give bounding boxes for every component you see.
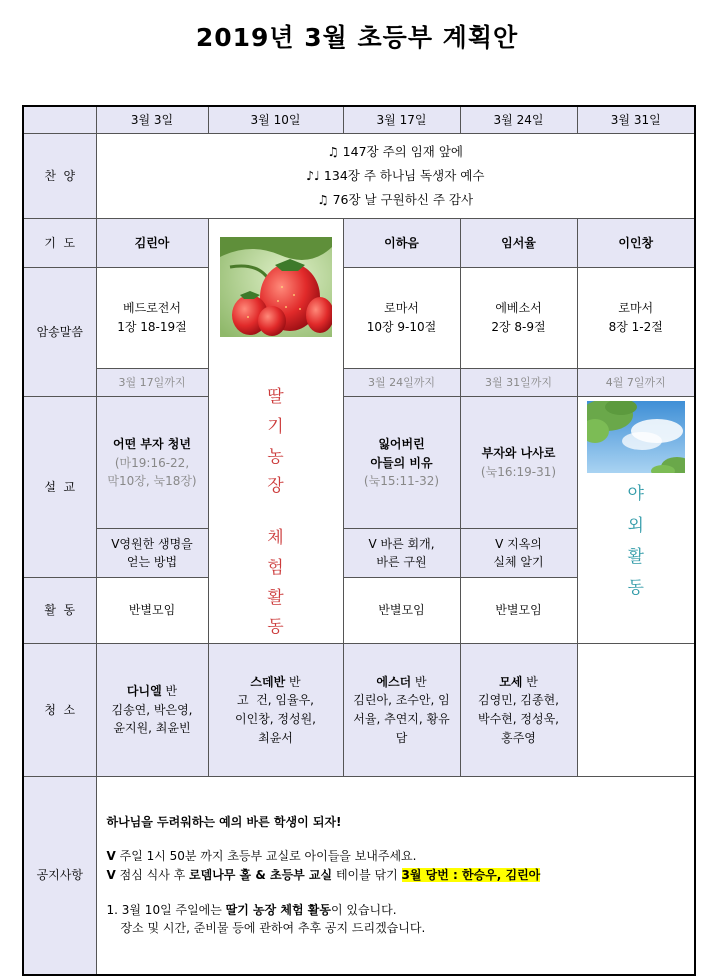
check-mark: V bbox=[106, 867, 116, 882]
sermon-title: 잃어버린 bbox=[378, 436, 425, 451]
event-char: 외 bbox=[627, 515, 644, 536]
event-char: 기 bbox=[267, 416, 284, 437]
hymn-row bbox=[23, 134, 695, 219]
team-suffix: 반 bbox=[411, 674, 427, 689]
event-char: 활 bbox=[627, 547, 644, 567]
team-members: 서율, 추연지, 황유 bbox=[353, 712, 450, 726]
prayer-row bbox=[23, 219, 695, 268]
event-char: 동 bbox=[627, 578, 644, 599]
sermon-title-cell bbox=[460, 397, 577, 529]
row-label-prayer: 기 도 bbox=[23, 219, 96, 268]
cleaning-team bbox=[96, 644, 208, 777]
memory-book: 로마서 bbox=[384, 301, 419, 316]
sermon-title: 부자와 나사로 bbox=[481, 446, 556, 461]
date-header: 3월 17일 bbox=[343, 106, 460, 134]
header-corner bbox=[23, 106, 96, 134]
sermon-reference: (마19:16-22, bbox=[114, 455, 190, 470]
activity-cell: 반별모임 bbox=[460, 578, 577, 644]
memory-due: 4월 7일까지 bbox=[577, 369, 695, 397]
page-title: 2019년 3월 초등부 계획안 bbox=[195, 23, 519, 52]
row-label-activity: 활 동 bbox=[23, 578, 96, 644]
outing-event-cell bbox=[577, 397, 695, 644]
event-char: 야 bbox=[627, 484, 644, 505]
notice-bold-text: 로뎀나무 홀 & 초등부 교실 bbox=[189, 867, 333, 882]
memory-verse bbox=[343, 268, 460, 369]
team-members: 담 bbox=[395, 730, 408, 745]
sermon-point bbox=[96, 529, 208, 578]
sermon-reference: (눅16:19-31) bbox=[480, 464, 557, 479]
row-label-cleaning: 청 소 bbox=[23, 644, 96, 777]
notice-content bbox=[96, 777, 695, 975]
memory-book: 베드로전서 bbox=[123, 301, 181, 316]
hymn-item: ♫ 76장 날 구원하신 주 감사 bbox=[317, 191, 474, 207]
team-members: 이인창, 정성원, bbox=[235, 712, 316, 726]
strawberry-event-label bbox=[209, 383, 343, 643]
team-name: 에스더 bbox=[376, 674, 412, 689]
date-header: 3월 24일 bbox=[460, 106, 577, 134]
sermon-title: 어떤 부자 청년 bbox=[113, 436, 191, 451]
hymn-item: ♪♩ 134장 주 하나님 독생자 예수 bbox=[306, 168, 485, 184]
notice-text: 1. 3월 10일 주일에는 bbox=[106, 902, 226, 917]
row-label-hymn: 찬 양 bbox=[23, 134, 96, 219]
team-members: 김린아, 조수안, 임 bbox=[353, 693, 450, 708]
hymn-item: ♫ 147장 주의 임재 앞에 bbox=[327, 144, 463, 160]
sermon-title-cell bbox=[96, 397, 208, 529]
event-char: 장 bbox=[267, 476, 284, 497]
event-char: 농 bbox=[267, 446, 284, 467]
date-header: 3월 3일 bbox=[96, 106, 208, 134]
sermon-point bbox=[460, 529, 577, 578]
notice-bold-text: 딸기 농장 체험 활동 bbox=[225, 902, 331, 917]
outing-event-label bbox=[578, 479, 695, 605]
team-members: 최윤서 bbox=[258, 730, 293, 745]
row-label-notice: 공지사항 bbox=[23, 777, 96, 975]
sermon-reference: (눅15:11-32) bbox=[363, 474, 440, 489]
memory-verse bbox=[96, 268, 208, 369]
team-suffix: 반 bbox=[285, 674, 301, 689]
date-header: 3월 31일 bbox=[577, 106, 695, 134]
sermon-point-line: V영원한 생명을 bbox=[111, 536, 193, 551]
prayer-name: 이인창 bbox=[577, 219, 695, 268]
duty-highlight: 3월 당번 : 한승우, 김린아 bbox=[401, 867, 541, 882]
sermon-point-line: 바른 구원 bbox=[376, 555, 427, 570]
team-name: 스데반 bbox=[250, 674, 286, 689]
row-label-sermon: 설 교 bbox=[23, 397, 96, 578]
memory-book: 로마서 bbox=[618, 301, 654, 316]
notice-text: 테이블 닦기 bbox=[332, 867, 402, 882]
date-header-row bbox=[23, 106, 695, 134]
sermon-point-line: 얻는 방법 bbox=[126, 555, 178, 570]
activity-cell: 반별모임 bbox=[96, 578, 208, 644]
sermon-point-line: V 지옥의 bbox=[495, 536, 542, 551]
team-members: 김영민, 김종현, bbox=[478, 693, 559, 708]
memory-due-row bbox=[23, 369, 695, 397]
sermon-point-line: 실체 알기 bbox=[493, 555, 544, 570]
memory-verse bbox=[577, 268, 695, 369]
notice-item-continued: 장소 및 시간, 준비물 등에 관하여 추후 공지 드리겠습니다. bbox=[120, 921, 426, 936]
sky-tree-photo bbox=[587, 401, 685, 473]
memory-chapter: 10장 9-10절 bbox=[366, 320, 437, 335]
notice-item bbox=[107, 901, 685, 920]
cleaning-team bbox=[208, 644, 343, 777]
team-suffix: 반 bbox=[161, 684, 178, 699]
team-suffix: 반 bbox=[522, 674, 538, 689]
sermon-title-cell bbox=[343, 397, 460, 529]
event-char: 동 bbox=[267, 617, 284, 638]
date-header: 3월 10일 bbox=[208, 106, 343, 134]
sermon-title: 아들의 비유 bbox=[370, 455, 433, 470]
cleaning-row bbox=[23, 644, 695, 777]
check-mark: V bbox=[106, 849, 116, 864]
notice-line bbox=[107, 847, 685, 866]
event-char: 활 bbox=[267, 587, 284, 608]
event-char: 험 bbox=[267, 557, 284, 578]
prayer-name: 이하음 bbox=[343, 219, 460, 268]
memory-row bbox=[23, 268, 695, 369]
notice-line bbox=[107, 866, 685, 885]
hymn-list bbox=[96, 134, 695, 219]
memory-due: 3월 31일까지 bbox=[460, 369, 577, 397]
prayer-name: 임서율 bbox=[460, 219, 577, 268]
cleaning-team bbox=[460, 644, 577, 777]
row-label-memory: 암송말씀 bbox=[23, 268, 96, 397]
notice-text: 주일 1시 50분 까지 초등부 교실로 아이들을 보내주세요. bbox=[115, 849, 417, 864]
event-char: 체 bbox=[267, 528, 284, 548]
memory-chapter: 8장 1-2절 bbox=[608, 320, 663, 335]
memory-chapter: 2장 8-9절 bbox=[491, 320, 546, 335]
strawberry-photo bbox=[220, 237, 332, 337]
team-name: 모세 bbox=[499, 674, 523, 689]
notice-headline: 하나님을 두려워하는 예의 바른 학생이 되자! bbox=[106, 814, 342, 829]
memory-chapter: 1장 18-19절 bbox=[117, 320, 187, 335]
plan-table bbox=[22, 105, 696, 976]
event-char: 딸 bbox=[267, 387, 284, 407]
team-members: 고 건, 임율우, bbox=[236, 693, 315, 708]
memory-due: 3월 24일까지 bbox=[343, 369, 460, 397]
sermon-point bbox=[343, 529, 460, 578]
team-members: 홍주영 bbox=[501, 730, 536, 745]
cleaning-team bbox=[343, 644, 460, 777]
sermon-point-line: V 바른 회개, bbox=[368, 536, 435, 551]
prayer-name: 김린아 bbox=[96, 219, 208, 268]
notice-row bbox=[23, 777, 695, 975]
memory-due: 3월 17일까지 bbox=[96, 369, 208, 397]
activity-cell: 반별모임 bbox=[343, 578, 460, 644]
team-members: 김송연, 박은영, bbox=[111, 702, 193, 717]
team-name: 다니엘 bbox=[126, 684, 162, 699]
team-members: 윤지원, 최윤빈 bbox=[113, 721, 191, 736]
sermon-row bbox=[23, 397, 695, 529]
sermon-reference: 막10장, 눅18장) bbox=[107, 474, 197, 489]
notice-text: 점심 식사 후 bbox=[115, 867, 190, 882]
memory-verse bbox=[460, 268, 577, 369]
strawberry-event-cell bbox=[208, 219, 343, 644]
memory-book: 에베소서 bbox=[495, 301, 542, 316]
team-members: 박수현, 정성욱, bbox=[478, 712, 559, 726]
notice-text: 이 있습니다. bbox=[330, 902, 397, 917]
